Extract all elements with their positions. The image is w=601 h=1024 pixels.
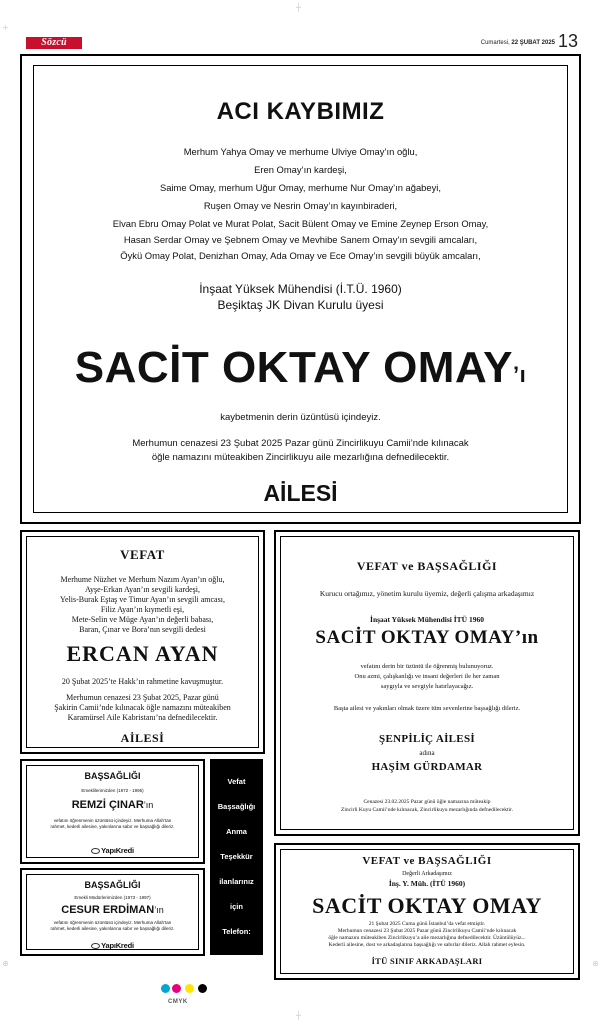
senpilic-on-behalf: adına [419,749,435,757]
yellow-registration-dot [185,984,194,993]
bassagligi-ad-1 [20,759,205,864]
contact-column-line: için [230,902,243,911]
relation-line: Ruşen Omay ve Nesrin Omay’ın kayınbiraderi, [203,200,398,211]
cmyk-label: CMYK [168,999,188,1005]
relation-line: Mete-Selin ve Müge Ayan’ın değerli babası, [71,615,214,624]
senpilic-person: HAŞİM GÜRDAMAR [371,761,483,773]
senpilic-profession: İnşaat Yüksek Mühendisi İTÜ 1960 [370,615,484,624]
club-line: Beşiktaş JK Divan Kurulu üyesi [217,298,384,312]
relation-line: Öykü Omay Polat, Denizhan Omay, Ada Omay ve Ece Omay’ın sevgili büyük amcaları, [120,250,481,261]
main-obituary-ad [20,54,581,524]
black-registration-dot [198,984,207,993]
bassagligi-name-suffix: ’ın [154,905,164,915]
itu-text: Merhumun cenazesi 23 Şubat 2025 Pazar günü Zincirlikuyu Camii’nde kılınacak [337,928,517,934]
funeral-line-1: Merhumun cenazesi 23 Şubat 2025 Pazar günü Zincirlikuyu Camii’nde kılınacak [132,438,469,449]
bassagligi-subtitle: Emeklilerimizden (1972 - 1995) [81,788,144,793]
deceased-name [34,344,567,399]
contact-column-line: Teşekkür [220,852,253,861]
senpilic-ad [274,530,580,836]
contact-column-line: Vefat [227,777,246,786]
bassagligi-text: vefatını öğrenmenin üzüntüsü içindeyiz. Merhuma Allah’tan [53,818,172,823]
bassagligi-name-suffix: ’ın [143,800,154,810]
senpilic-text: vefatını derin bir üzüntü ile öğrenmiş bulunuyoruz. [360,663,494,670]
profession-line: İnşaat Yüksek Mühendisi (İ.T.Ü. 1960) [199,282,402,296]
bassagligi-subtitle: Emekli Müdürlerimizden (1973 - 1997) [74,895,151,900]
main-ad-signature: AİLESİ [263,480,338,506]
bassagligi-text: rahmet, kederli ailesine, yakınlarına sabır ve başsağlığı dileriz. [50,926,175,931]
date-day: Cumartesi, [480,40,510,46]
itu-intro: Değerli Arkadaşımız [402,871,452,877]
senpilic-funeral: Zincirli Kuyu Camii’nde kılınacak, Zincirlikuyu mezarlığında defnedilecektir. [341,807,513,813]
crop-mark-icon: ⊕ [2,959,9,968]
bassagligi-ad-2-frame [26,874,199,950]
senpilic-text: Onu azmi, çalışkanlığı ve insani değerleri ile her zaman [354,673,500,680]
itu-text: öğle namazını müteakiben Zincirlikuyu’a aile mezarlığına defnedilecektir. Üzüntülüyüz... [328,935,526,941]
cyan-registration-dot [161,984,170,993]
relation-line: Hasan Serdar Omay ve Şebnem Omay ve Mevhibe Sanem Omay’ın sevgili amcaları, [123,234,478,245]
relation-line: Elvan Ebru Omay Polat ve Murat Polat, Sacit Bülent Omay ve Emine Zeynep Erson Omay, [112,218,489,229]
crop-mark-icon: ┼ [296,1011,301,1020]
relation-line: Baran, Çınar ve Bora’nın sevgili dedesi [79,625,206,634]
funeral-line: Merhumun cenazesi 23 Şubat 2025, Pazar günü [66,693,219,702]
bassagligi-text: rahmet, kederli ailesine, yakınlarına sabır ve başsağlığı dileriz. [50,824,175,829]
bank-name: YapıKredi [101,845,134,855]
itu-text: Kederli ailesine, dost ve arkadaşlarına başsağlığı ve sabırlar dileriz. Allah rahmet eylesin. [328,942,526,948]
senpilic-funeral: Cenazesi 23.02.2025 Pazar günü öğle namazına müteakip [363,799,491,805]
crop-mark-icon: ⊕ [592,959,599,968]
issue-date [481,39,555,48]
relation-line: Filiz Ayan’ın kıymetli eşi, [100,605,185,614]
bassagligi-text: vefatını öğrenmenin üzüntüsü içindeyiz. Merhuma Allah’tan [53,920,172,925]
bassagligi-title: BAŞSAĞLIĞI [84,771,141,781]
bassagligi-ad-1-frame [26,765,199,858]
vefat-name: ERCAN AYAN [66,641,219,666]
crop-mark-icon: + [2,23,9,32]
itu-name: SACİT OKTAY OMAY [312,893,542,918]
itu-ad [274,843,580,980]
vefat-ad [20,530,265,754]
main-ad-title: ACI KAYBIMIZ [216,98,385,125]
senpilic-ad-frame [280,536,574,830]
itu-profession: İnş. Y. Müh. (İTÜ 1960) [388,879,466,888]
senpilic-condolence: Başta ailesi ve yakınları olmak üzere tüm sevenlerine başsağlığı dileriz. [333,705,521,712]
date-value: 22 ŞUBAT 2025 [511,40,555,46]
page-number: 13 [558,31,579,51]
relation-line: Merhum Yahya Omay ve merhume Ulviye Omay’ın oğlu, [183,146,418,157]
bank-name: YapıKredi [101,940,134,950]
contact-column-line: Telefon: [222,927,251,936]
bank-logo [27,937,198,955]
relation-line: Merhume Nüzhet ve Merhum Nazım Ayan’ın oğlu, [60,575,225,584]
deceased-name-suffix: ’ı [513,362,527,387]
relation-line: Eren Omay’ın kardeşi, [254,164,347,175]
vefat-title: VEFAT [120,547,165,562]
senpilic-company: ŞENPİLİÇ AİLESİ [379,733,475,745]
vefat-signature: AİLESİ [120,731,165,745]
senpilic-name: SACİT OKTAY OMAY’ın [315,627,539,648]
relation-line: Yelis-Burak Eştaş ve Timur Ayan’ın sevgili amcası, [60,595,225,604]
bank-logo-icon [91,848,100,854]
newspaper-logo: Sözcü [26,37,82,49]
bassagligi-title: BAŞSAĞLIĞI [84,880,141,890]
bassagligi-name [27,799,198,812]
vefat-ad-frame [26,536,259,748]
itu-text: 21 Şubat 2025 Cuma günü İstanbul’da vefat etmiştir. [368,921,486,927]
senpilic-text: saygıyla ve sevgiyle hatırlayacağız. [380,683,474,690]
relation-line: Ayşe-Erkan Ayan’ın sevgili kardeşi, [85,585,200,594]
itu-signature: İTÜ SINIF ARKADAŞLARI [371,956,483,966]
loss-line: kaybetmenin derin üzüntüsü içindeyiz. [220,412,381,423]
senpilic-intro: Kurucu ortağımız, yönetim kurulu üyemiz, değerli çalışma arkadaşımız [319,589,535,598]
bank-logo [27,842,198,860]
death-line: 20 Şubat 2025’te Hakk’ın rahmetine kavuşmuştur. [61,677,224,686]
bassagligi-ad-2 [20,868,205,956]
bassagligi-name-text: CESUR ERDİMAN [61,904,155,916]
bassagligi-name-text: REMZİ ÇINAR [71,799,144,811]
ad-contact-column [210,759,263,955]
itu-title: VEFAT ve BAŞSAĞLIĞI [362,855,492,867]
relation-line: Saime Omay, merhum Uğur Omay, merhume Nur Omay’ın ağabeyi, [160,182,441,193]
funeral-line: Karamürsel Aile Kabristanı’na defnedilecektir. [67,713,218,722]
main-obituary-frame [33,65,568,513]
funeral-line: Şakirin Camii’nde kılınacak öğle namazını müteakiben [54,703,231,712]
bassagligi-name [27,904,198,917]
magenta-registration-dot [172,984,181,993]
crop-mark-icon: ┼ [296,3,301,12]
contact-column-line: Anma [226,827,247,836]
contact-column-line: ilanlarınız [219,877,254,886]
bank-logo-icon [91,943,100,949]
funeral-line-2: öğle namazını müteakiben Zincirlikuyu aile mezarlığına defnedilecektir. [151,452,450,463]
itu-ad-frame [280,849,574,974]
contact-column-line: Başsağlığı [217,802,256,811]
deceased-name-text: SACİT OKTAY OMAY [74,343,514,392]
senpilic-title: VEFAT ve BAŞSAĞLIĞI [356,559,498,573]
